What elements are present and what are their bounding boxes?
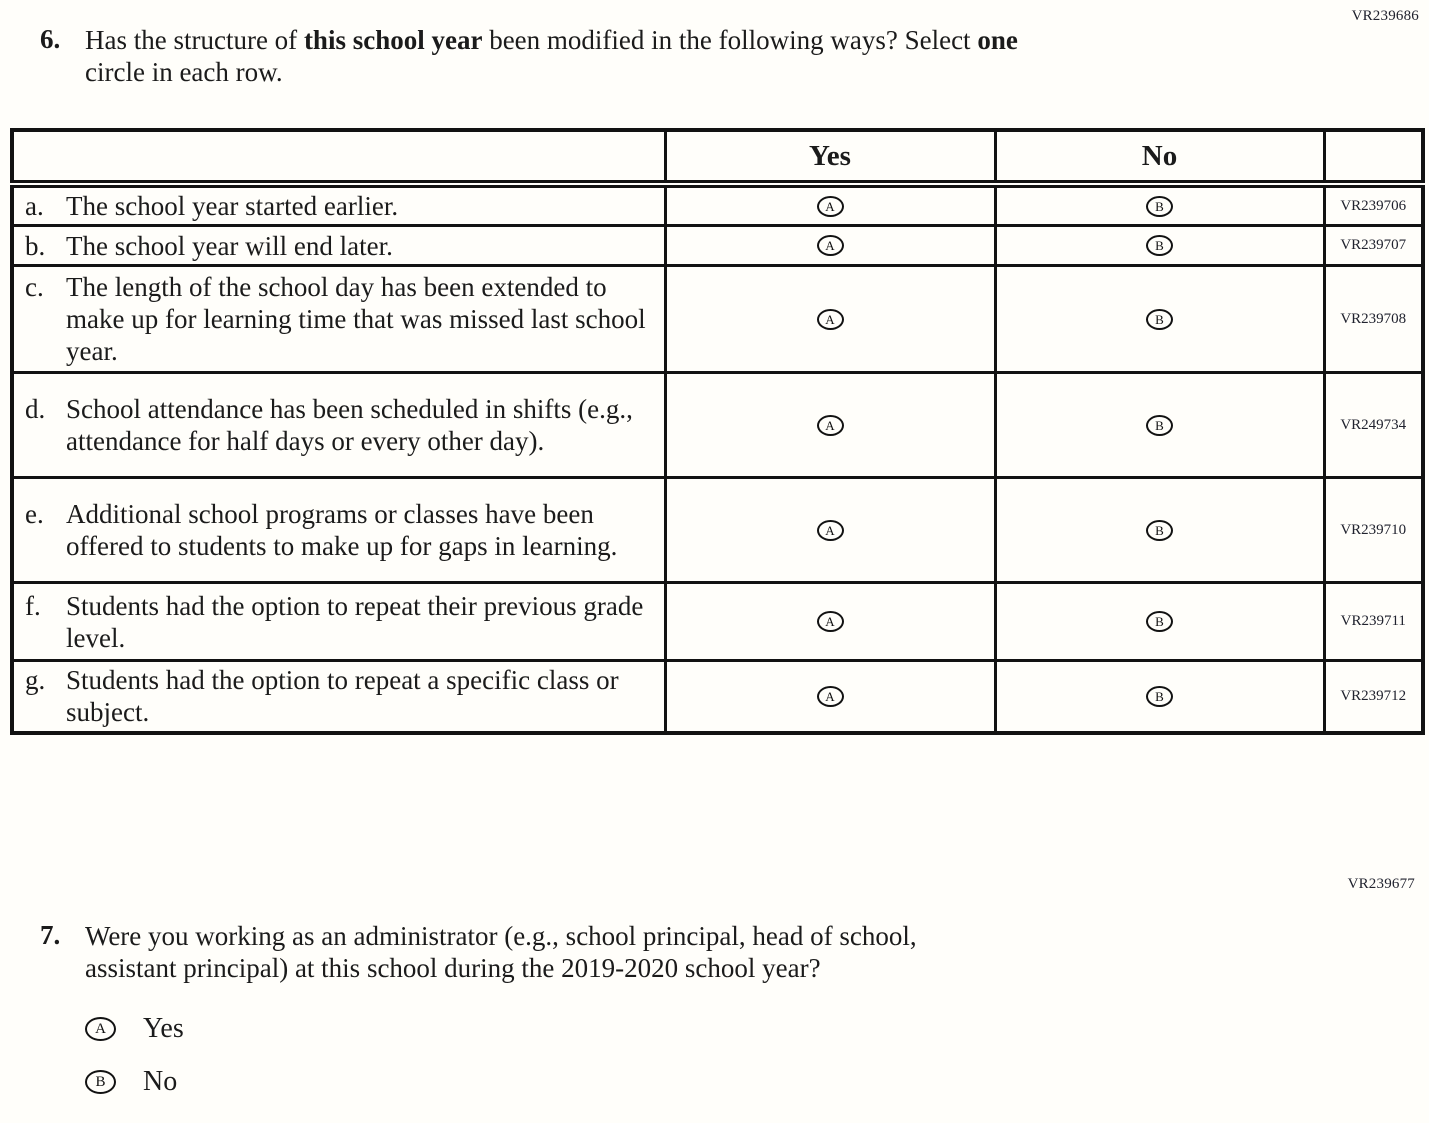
row-g-statement: Students had the option to repeat a specific class or subject.: [66, 665, 619, 728]
row-b-no-bubble[interactable]: B: [1146, 235, 1173, 256]
row-g-letter: g.: [25, 665, 46, 696]
row-b-code: VR239707: [1324, 226, 1423, 266]
section-code-q7: VR239677: [1347, 876, 1415, 892]
q7-no-label: No: [143, 1066, 178, 1097]
q6-text-bold1: this school year: [303, 25, 483, 55]
row-d-no-bubble[interactable]: B: [1146, 415, 1173, 436]
q7-option-yes[interactable]: [85, 1012, 184, 1046]
q7-no-bubble[interactable]: B: [85, 1070, 116, 1094]
row-e-letter: e.: [25, 499, 44, 529]
row-d-yes-bubble[interactable]: A: [817, 415, 844, 436]
q6-text-part2: been modified in the following ways? Select: [482, 25, 978, 55]
question-7-text: [85, 920, 917, 984]
table-row-f: [12, 583, 1423, 661]
question-7: [40, 920, 917, 984]
code-column-header: [1324, 130, 1423, 184]
row-f-statement: Students had the option to repeat their previous grade level.: [66, 590, 644, 653]
row-c-code: VR239708: [1324, 266, 1423, 373]
row-f-code: VR239711: [1324, 583, 1423, 661]
row-c-no-bubble[interactable]: B: [1146, 309, 1173, 330]
table-row-e: [12, 478, 1423, 583]
table-row-a: [12, 184, 1423, 226]
question-6-number: 6.: [40, 24, 61, 54]
row-a-yes-bubble[interactable]: A: [817, 196, 844, 217]
q6-text-part1: Has the structure of: [85, 25, 304, 55]
table-row-c: [12, 266, 1423, 373]
q7-option-no[interactable]: [85, 1065, 184, 1099]
row-e-yes-bubble[interactable]: A: [817, 520, 844, 541]
row-d-statement: School attendance has been scheduled in shifts (e.g., attendance for half days or every other day).: [66, 394, 633, 456]
row-f-no-bubble[interactable]: B: [1146, 611, 1173, 632]
q7-yes-label: Yes: [143, 1013, 184, 1044]
question-6-text: [85, 24, 1018, 88]
q7-text-line2: assistant principal) at this school during the 2019-2020 school year?: [85, 953, 821, 983]
row-b-statement: The school year will end later.: [66, 230, 393, 261]
table-header-row: [12, 130, 1423, 184]
row-e-statement: Additional school programs or classes have been offered to students to make up for gaps in learning.: [66, 499, 618, 561]
row-a-letter: a.: [25, 191, 44, 221]
yes-column-header: Yes: [665, 130, 995, 184]
statement-column-header: [12, 130, 665, 184]
no-column-header: No: [995, 130, 1324, 184]
row-a-statement: The school year started earlier.: [66, 191, 399, 221]
q6-text-line2: circle in each row.: [85, 57, 283, 87]
q7-text-line1: Were you working as an administrator (e.g., school principal, head of school,: [85, 921, 917, 951]
question-7-number: 7.: [40, 920, 61, 950]
row-d-code: VR249734: [1324, 373, 1423, 478]
row-a-code: VR239706: [1324, 184, 1423, 226]
row-g-no-bubble[interactable]: B: [1146, 686, 1173, 707]
row-c-statement: The length of the school day has been extended to make up for learning time that was missed last school year.: [66, 272, 646, 366]
row-d-letter: d.: [25, 394, 46, 424]
row-a-no-bubble[interactable]: B: [1146, 196, 1173, 217]
row-g-code: VR239712: [1324, 661, 1423, 733]
question-7-options: [85, 1012, 184, 1118]
table-row-b: [12, 226, 1423, 266]
row-b-letter: b.: [25, 230, 46, 261]
q7-yes-bubble[interactable]: A: [85, 1017, 116, 1041]
q6-text-bold2: one: [977, 25, 1018, 55]
row-c-yes-bubble[interactable]: A: [817, 309, 844, 330]
row-c-letter: c.: [25, 272, 44, 302]
question-6: [40, 24, 1018, 88]
table-row-g: [12, 661, 1423, 733]
table-row-d: [12, 373, 1423, 478]
row-e-no-bubble[interactable]: B: [1146, 520, 1173, 541]
row-f-yes-bubble[interactable]: A: [817, 611, 844, 632]
section-code-q6: VR239686: [1351, 8, 1419, 24]
question-6-response-table: [10, 128, 1425, 735]
row-b-yes-bubble[interactable]: A: [817, 235, 844, 256]
row-e-code: VR239710: [1324, 478, 1423, 583]
row-g-yes-bubble[interactable]: A: [817, 686, 844, 707]
row-f-letter: f.: [25, 590, 41, 621]
